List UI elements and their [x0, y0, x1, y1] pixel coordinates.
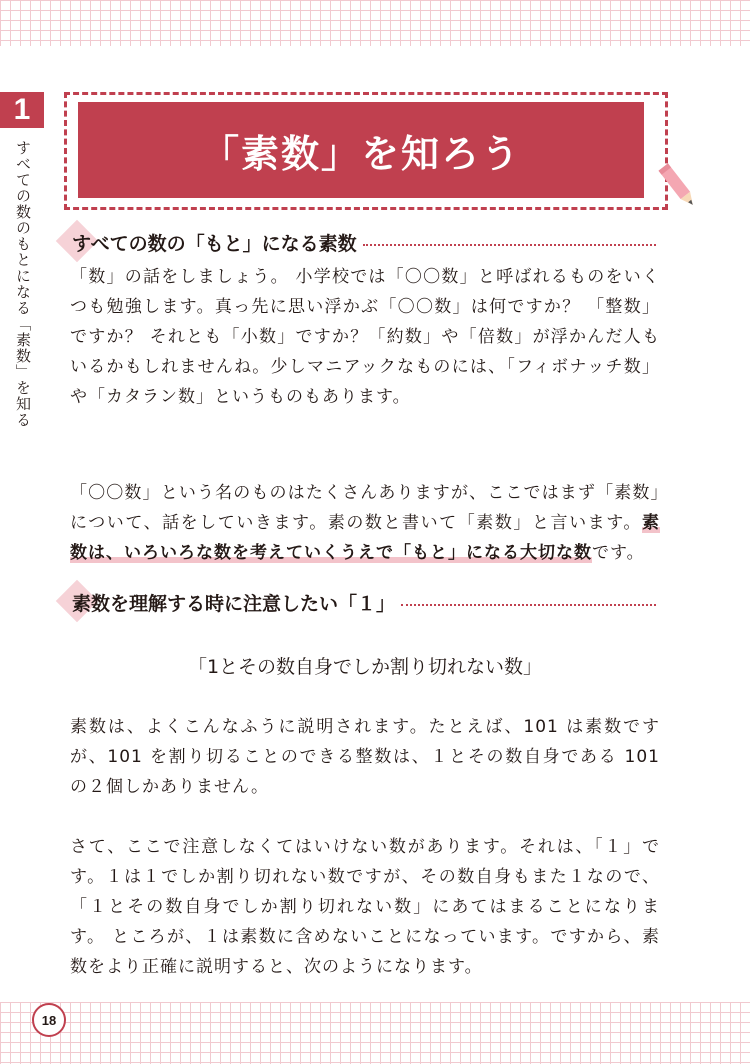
paragraph-2-end: です。	[592, 543, 645, 563]
section1-paragraph-2	[70, 478, 660, 568]
chapter-number-tab: 1	[0, 92, 44, 128]
heading-dotted-rule	[363, 244, 656, 246]
heading-dotted-rule	[401, 604, 656, 606]
chapter-side-title: すべての数のもとになる「素数」を知る	[14, 140, 32, 428]
section-heading-1-text: すべての数の「もと」になる素数	[72, 232, 357, 255]
pencil-icon	[654, 158, 702, 214]
key-definition-highlight: 素数は、いろいろな数を考えていくうえで「もと」になる大切な数	[70, 513, 660, 563]
grid-header-band	[0, 0, 750, 46]
section2-paragraph-2: さて、ここで注意しなくてはいけない数があります。それは、「１」です。１は１でしか割り切れない数ですが、その数自身もまた１なので、「１とその数自身でしか割り切れない数」にあてはまることになります。 ところが、１は素数に含めないことになっています。ですから、素数をより正確に説明すると、次のようになります。	[70, 837, 660, 977]
page-number: 18	[32, 1003, 66, 1037]
section1-paragraph-1: 「数」の話をしましょう。 小学校では「〇〇数」と呼ばれるものをいくつも勉強します。真っ先に思い浮かぶ「〇〇数」は何ですか？ 「整数」ですか？ それとも「小数」ですか？「約数」や「倍数」が浮かんだ人もいるかもしれませんね。少しマニアックなものには、「フィボナッチ数」や「カタラン数」というものもあります。	[70, 267, 660, 407]
paragraph-2-text: 「〇〇数」という名のものはたくさんありますが、ここではまず「素数」について、話をしていきます。素の数と書いて「素数」と言います。	[70, 483, 660, 533]
section2-subheading: 「1とその数自身でしか割り切れない数」	[187, 656, 543, 678]
grid-footer-band	[0, 1002, 750, 1064]
section-heading-2	[62, 582, 656, 622]
page-title: 「素数」を知ろう	[78, 102, 644, 198]
section-heading-2-text: 素数を理解する時に注意したい「１」	[72, 592, 396, 615]
section2-paragraph-1: 素数は、よくこんなふうに説明されます。たとえば、101 は素数ですが、101 を割り切ることのできる整数は、１とその数自身である 101 の２個しかありません。	[70, 717, 660, 797]
section-heading-1	[62, 222, 656, 262]
